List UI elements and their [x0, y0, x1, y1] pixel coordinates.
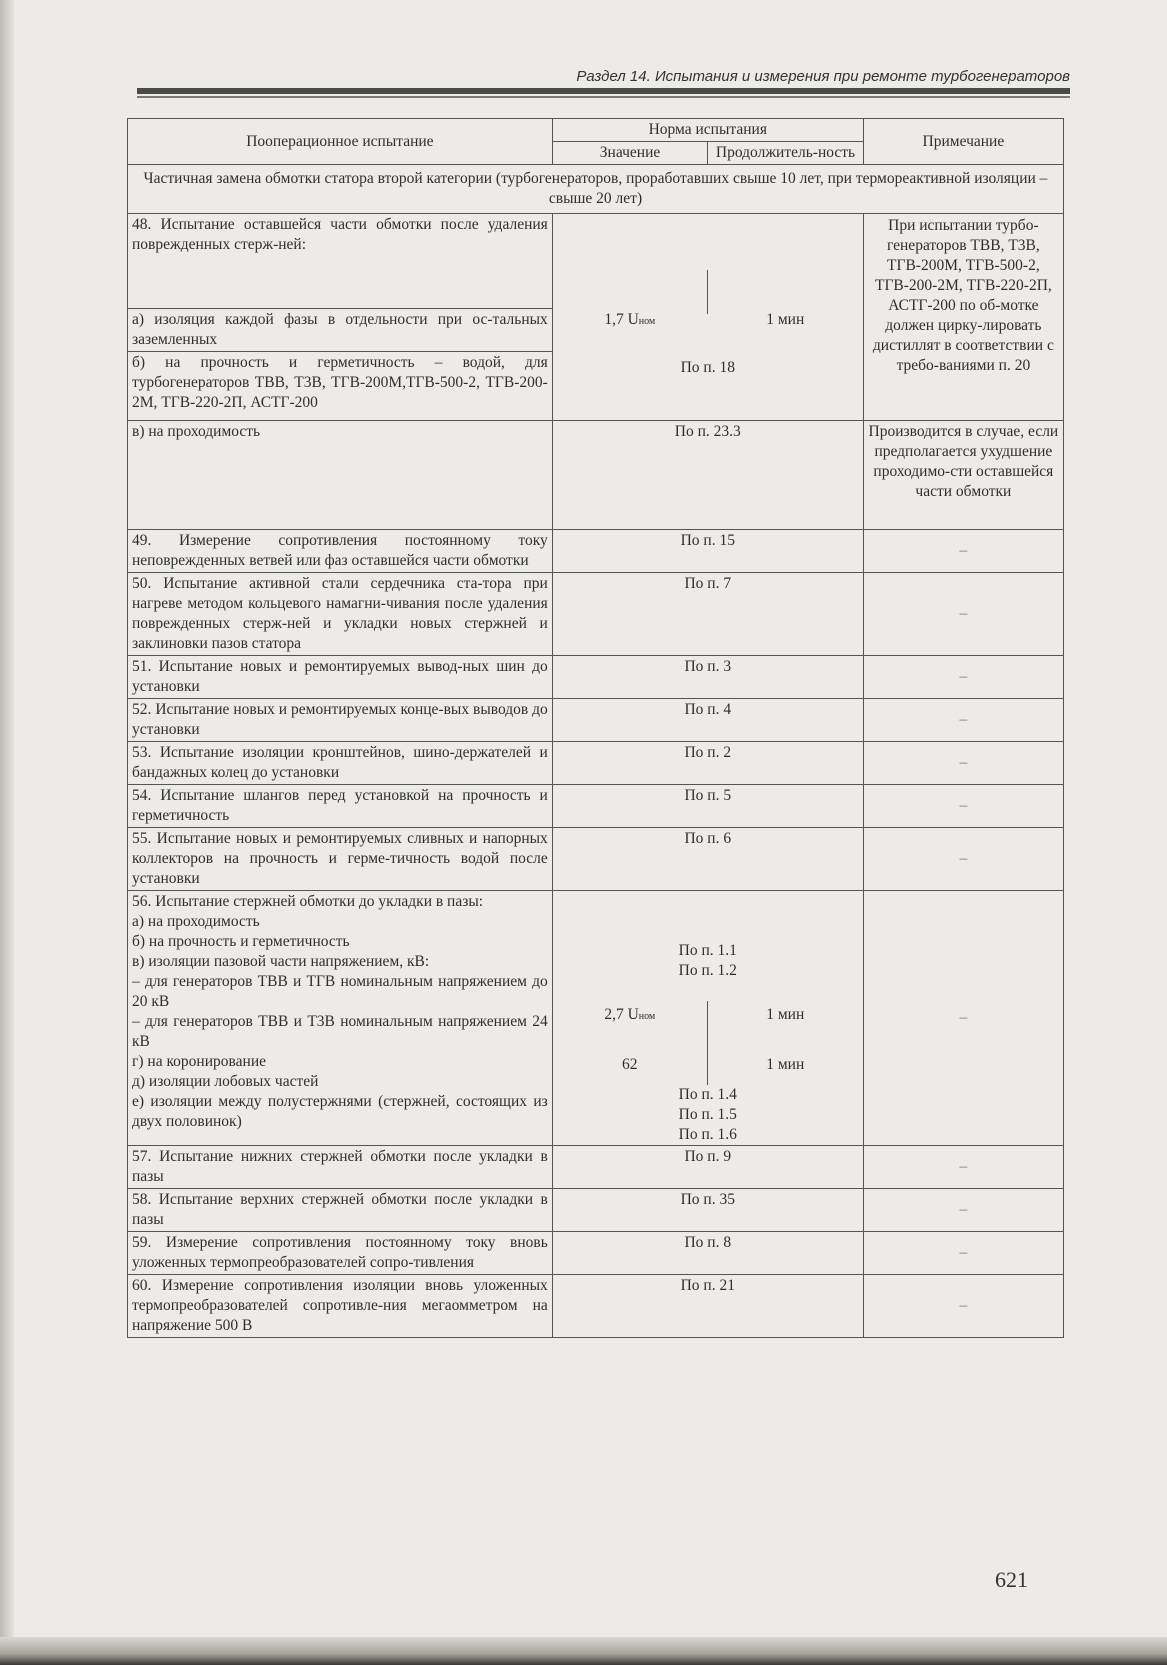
row56-c2-value: 62 [553, 1045, 708, 1085]
row48-a-values [553, 310, 863, 346]
test-norms-table [127, 118, 1064, 1338]
row48-c: в) на проходимость [128, 421, 553, 530]
row-58-value: По п. 35 [552, 1189, 863, 1232]
row56-c1-duration: 1 мин [766, 1006, 805, 1023]
row48-b: б) на прочность и герметичность – водой, для турбогенераторов ТВВ, Т3В, ТГВ-200М,ТГВ-500-2, ТГВ-200-2М, ТГВ-220-2П, АСТГ-200 [128, 352, 553, 421]
row-58-text: 58. Испытание верхних стержней обмотки после укладки в пазы [128, 1189, 553, 1232]
row-49-text: 49. Измерение сопротивления постоянному току неповрежденных ветвей или фаз оставшейся части обмотки [128, 530, 553, 573]
page-number: 621 [995, 1567, 1028, 1592]
table-row [128, 530, 1064, 573]
table-row [128, 699, 1064, 742]
row56-a-value: По п. 1.1 [678, 942, 737, 959]
row56-title: 56. Испытание стержней обмотки до укладки в пазы: [132, 893, 484, 910]
row-51-note: – [863, 656, 1063, 699]
row56-c2-values [553, 1045, 863, 1085]
table-row [128, 1189, 1064, 1232]
row-55-note: – [863, 828, 1063, 891]
row48-values [552, 214, 863, 421]
header-test: Пооперационное испытание [128, 119, 553, 165]
row-59-note: – [863, 1232, 1063, 1275]
row56-e-value: По п. 1.5 [678, 1106, 737, 1123]
row56-f-value: По п. 1.6 [678, 1126, 737, 1143]
row56-values [552, 891, 863, 1146]
row-59-value: По п. 8 [552, 1232, 863, 1275]
table-row-48c [128, 421, 1064, 530]
row-52-note: – [863, 699, 1063, 742]
row48-title: 48. Испытание оставшейся части обмотки после удаления поврежденных стерж-ней: [128, 214, 553, 309]
table-row [128, 742, 1064, 785]
row-60-note: – [863, 1275, 1063, 1338]
row48-a: а) изоляция каждой фазы в отдельности при ос-тальных заземленных [128, 309, 553, 352]
table-row [128, 573, 1064, 656]
table-row [128, 1146, 1064, 1189]
row48-a-duration: 1 мин [766, 311, 805, 328]
header-rule [137, 88, 1070, 94]
row-60-text: 60. Измерение сопротивления изоляции вновь уложенных термопреобразователей сопротивле-ния мегаомметром на напряжение 500 В [128, 1275, 553, 1338]
row-49-value: По п. 15 [552, 530, 863, 573]
header-duration: Продолжитель-ность [708, 142, 863, 165]
row-53-value: По п. 2 [552, 742, 863, 785]
table-row-56 [128, 891, 1064, 1146]
page-edge-left [0, 0, 14, 1665]
row56-c2-duration: 1 мин [766, 1056, 805, 1073]
row56-d-value: По п. 1.4 [678, 1086, 737, 1103]
row48-c-value: По п. 23.3 [552, 421, 863, 530]
row-52-value: По п. 4 [552, 699, 863, 742]
row56-text [128, 891, 553, 1146]
page-edge-bottom [0, 1637, 1167, 1665]
row-57-text: 57. Испытание нижних стержней обмотки после укладки в пазы [128, 1146, 553, 1189]
row56-note: – [863, 891, 1063, 1146]
table-row-48 [128, 214, 1064, 309]
row56-d: г) на коронирование [132, 1053, 266, 1070]
table-header-row [128, 119, 1064, 142]
row-51-value: По п. 3 [552, 656, 863, 699]
table-row [128, 1232, 1064, 1275]
row-50-note: – [863, 573, 1063, 656]
row56-c1-values [553, 1001, 863, 1045]
row-53-note: – [863, 742, 1063, 785]
table-row [128, 785, 1064, 828]
table-row [128, 656, 1064, 699]
row-54-note: – [863, 785, 1063, 828]
row56-c1: – для генераторов ТВВ и ТГВ номинальным напряжением до 20 кВ [132, 973, 548, 1010]
table-row [128, 1275, 1064, 1338]
section-header: Раздел 14. Испытания и измерения при ремонте турбогенераторов [576, 68, 1070, 85]
row-55-text: 55. Испытание новых и ремонтируемых сливных и напорных коллекторов на прочность и герме-тичность водой после установки [128, 828, 553, 891]
row-58-note: – [863, 1189, 1063, 1232]
row48-a-value: 1,7 Uном [553, 270, 708, 314]
table-row [128, 828, 1064, 891]
header-rule-thin [137, 96, 1070, 98]
row-54-value: По п. 5 [552, 785, 863, 828]
row-57-note: – [863, 1146, 1063, 1189]
row-60-value: По п. 21 [552, 1275, 863, 1338]
row-55-value: По п. 6 [552, 828, 863, 891]
row-54-text: 54. Испытание шлангов перед установкой на прочность и герметичность [128, 785, 553, 828]
row56-c2: – для генераторов ТВВ и Т3В номинальным напряжением 24 кВ [132, 1013, 548, 1050]
section-title: Частичная замена обмотки статора второй категории (турбогенераторов, проработавших свыше 10 лет, при термореактивной изоляции – свыше 20 лет) [128, 165, 1064, 214]
header-value: Значение [552, 142, 707, 165]
row56-e: д) изоляции лобовых частей [132, 1073, 319, 1090]
row56-c1-value: 2,7 Uном [553, 1001, 708, 1045]
row-59-text: 59. Измерение сопротивления постоянному току вновь уложенных термопреобразователей сопро-тивления [128, 1232, 553, 1275]
section-row [128, 165, 1064, 214]
row48-ab-note: При испытании турбо-генераторов ТВВ, Т3В, ТГВ-200М, ТГВ-500-2, ТГВ-200-2М, ТГВ-220-2П, АСТГ-200 по об-мотке должен цирку-лировать дистиллят в соответствии с требо-ваниями п. 20 [863, 214, 1063, 421]
row-57-value: По п. 9 [552, 1146, 863, 1189]
row56-f: е) изоляции между полустержнями (стержней, состоящих из двух половинок) [132, 1093, 548, 1130]
row-49-note: – [863, 530, 1063, 573]
header-norm: Норма испытания [552, 119, 863, 142]
row-53-text: 53. Испытание изоляции кронштейнов, шино-держателей и бандажных колец до установки [128, 742, 553, 785]
row-52-text: 52. Испытание новых и ремонтируемых конце-вых выводов до установки [128, 699, 553, 742]
row-50-value: По п. 7 [552, 573, 863, 656]
row48-c-note: Производится в случае, если предполагается ухудшение проходимо-сти оставшейся части обмотки [863, 421, 1063, 530]
row-50-text: 50. Испытание активной стали сердечника ста-тора при нагреве методом кольцевого намагни-чивания после удаления поврежденных стерж-ней и укладки новых стержней и заклиновки пазов статора [128, 573, 553, 656]
row56-b: б) на прочность и герметичность [132, 933, 350, 950]
row56-c: в) изоляции пазовой части напряжением, кВ: [132, 953, 430, 970]
row-51-text: 51. Испытание новых и ремонтируемых вывод-ных шин до установки [128, 656, 553, 699]
header-note: Примечание [863, 119, 1063, 165]
row56-b-value: По п. 1.2 [678, 962, 737, 979]
row56-a: а) на проходимость [132, 913, 260, 930]
row48-b-value: По п. 18 [680, 359, 735, 376]
